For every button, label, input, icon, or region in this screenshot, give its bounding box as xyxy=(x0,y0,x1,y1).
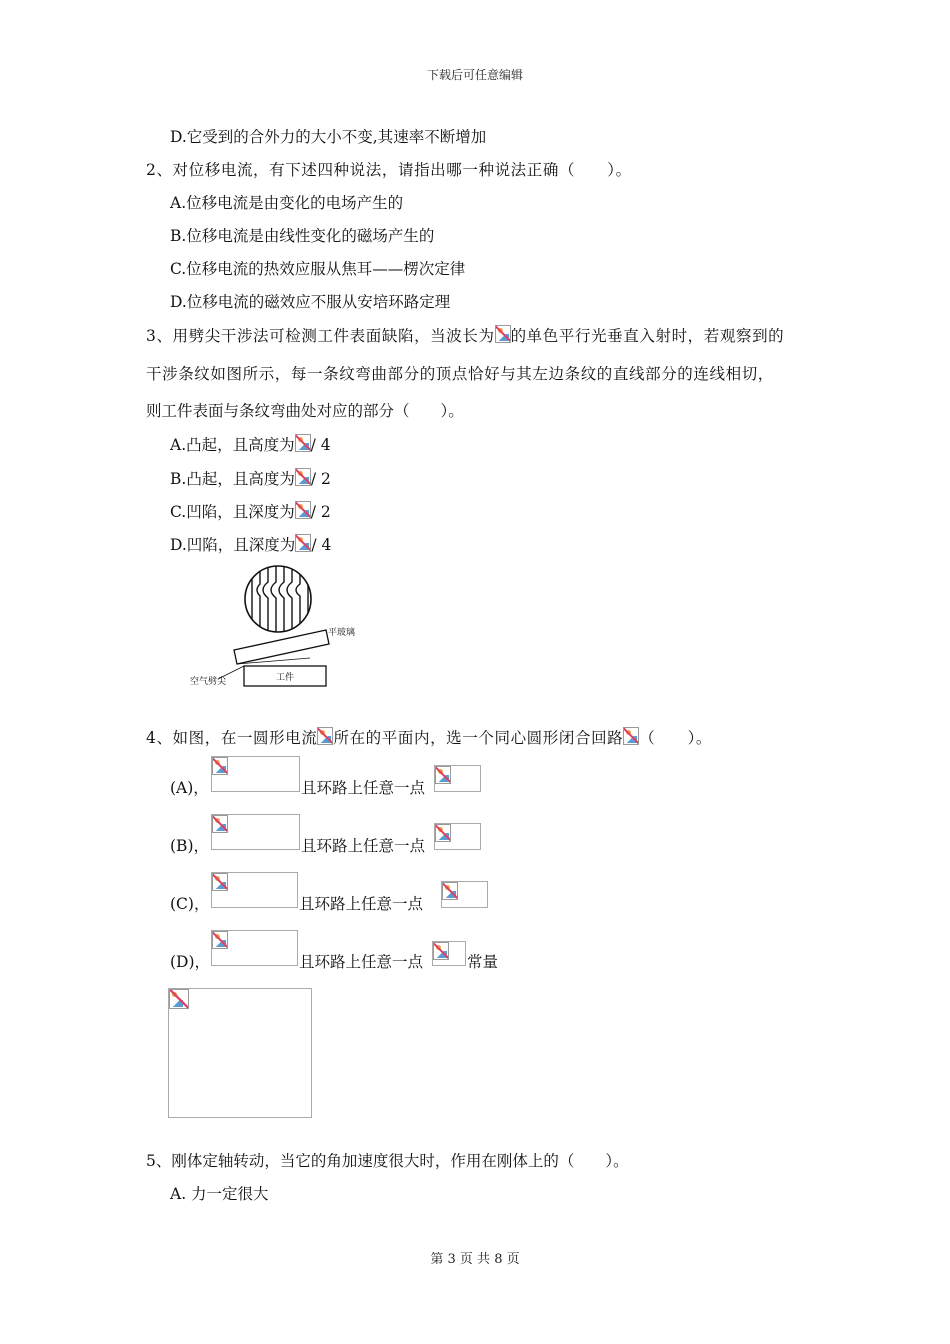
lambda-image-icon xyxy=(495,325,511,343)
q2-option-b: B.位移电流是由线性变化的磁场产生的 xyxy=(170,227,435,245)
q4-option-c-label: (C)， xyxy=(170,895,210,913)
lambda-image-icon xyxy=(295,434,311,452)
q4-option-a-text: 且环路上任意一点 xyxy=(301,779,426,797)
q4-option-a-value xyxy=(434,765,481,792)
q3-option-d-text: D.凹陷，且深度为 xyxy=(170,536,296,554)
formula-image-icon xyxy=(212,931,228,949)
q4-option-d-formula xyxy=(211,930,298,966)
q3-option-b-text: B.凸起，且高度为 xyxy=(170,470,295,488)
fringe-circle xyxy=(245,566,311,632)
q4-option-b-text: 且环路上任意一点 xyxy=(301,837,426,855)
q1-option-d: D.它受到的合外力的大小不变,其速率不断增加 xyxy=(170,128,487,146)
q3-option-c-frac: / 2 xyxy=(310,503,331,521)
q3-option-a-frac: / 4 xyxy=(310,436,331,454)
formula-image-icon xyxy=(435,766,451,784)
formula-image-icon xyxy=(212,815,228,833)
label-workpiece: 工件 xyxy=(276,673,295,683)
q4-stem-part3: （ ）。 xyxy=(639,729,713,747)
q4-stem xyxy=(146,727,712,748)
q3-option-d-frac: / 4 xyxy=(311,536,332,554)
q2-option-c: C.位移电流的热效应服从焦耳——楞次定律 xyxy=(170,260,466,278)
q3-stem-line2: 干涉条纹如图所示，每一条纹弯曲部分的顶点恰好与其左边条纹的直线部分的连线相切， xyxy=(146,365,774,383)
q3-option-a-text: A.凸起，且高度为 xyxy=(170,436,295,454)
q3-option-c-text: C.凹陷，且深度为 xyxy=(170,503,295,521)
page-header: 下载后可任意编辑 xyxy=(426,68,523,82)
lambda-image-icon xyxy=(295,534,311,552)
q3-stem-line3: 则工件表面与条纹弯曲处对应的部分（ ）。 xyxy=(146,402,464,420)
page-footer: 第 3 页 共 8 页 xyxy=(430,1252,520,1267)
air-wedge-figure xyxy=(190,562,370,692)
q2-option-d: D.位移电流的磁效应不服从安培环路定理 xyxy=(170,293,451,311)
q4-option-d-text: 且环路上任意一点 xyxy=(299,953,424,971)
q4-option-b-formula xyxy=(211,814,300,850)
q4-stem-part1: 4、如图，在一圆形电流 xyxy=(146,729,318,747)
q4-option-d-label: (D)， xyxy=(170,953,211,971)
q3-option-c xyxy=(170,501,331,522)
loop-image-icon xyxy=(623,727,639,745)
q4-stem-part2: 所在的平面内，选一个同心圆形闭合回路 xyxy=(333,729,624,747)
formula-image-icon xyxy=(212,873,228,891)
q3-stem-line1 xyxy=(146,325,784,346)
q4-option-c-text: 且环路上任意一点 xyxy=(299,895,424,913)
flat-glass-plate xyxy=(234,630,329,664)
q4-option-c-value xyxy=(441,881,488,908)
formula-image-icon xyxy=(433,942,449,960)
q2-stem: 2、对位移电流，有下述四种说法，请指出哪一种说法正确（ ）。 xyxy=(146,161,632,179)
q5-stem: 5、刚体定轴转动，当它的角加速度很大时，作用在刚体上的（ ）。 xyxy=(146,1152,629,1170)
q3-stem-part1: 3、用劈尖干涉法可检测工件表面缺陷，当波长为 xyxy=(146,327,495,345)
figure-image-icon xyxy=(169,989,189,1009)
q5-option-a: A. 力一定很大 xyxy=(170,1185,269,1203)
q4-figure-image xyxy=(168,988,312,1118)
q3-option-b-frac: / 2 xyxy=(310,470,331,488)
lambda-image-icon xyxy=(295,501,311,519)
current-image-icon xyxy=(317,727,333,745)
formula-image-icon xyxy=(212,757,228,775)
q4-option-b-label: (B)， xyxy=(170,837,209,855)
label-flat-glass: 平玻璃 xyxy=(328,628,356,638)
q4-option-a-label: (A)， xyxy=(170,779,209,797)
q4-option-d-tail: 常量 xyxy=(467,953,499,971)
formula-image-icon xyxy=(442,882,458,900)
q2-option-a: A.位移电流是由变化的电场产生的 xyxy=(170,194,404,212)
lambda-image-icon xyxy=(295,468,311,486)
formula-image-icon xyxy=(435,824,451,842)
q4-option-d-value xyxy=(432,941,466,966)
q3-stem-part2: 的单色平行光垂直入射时，若观察到的 xyxy=(510,327,785,345)
q3-option-a xyxy=(170,434,331,455)
q3-option-b xyxy=(170,468,331,489)
q4-option-a-formula xyxy=(211,756,300,792)
q4-option-b-value xyxy=(434,823,481,850)
label-air-wedge: 空气劈尖 xyxy=(190,677,227,687)
q3-option-d xyxy=(170,534,331,555)
q4-option-c-formula xyxy=(211,872,298,908)
